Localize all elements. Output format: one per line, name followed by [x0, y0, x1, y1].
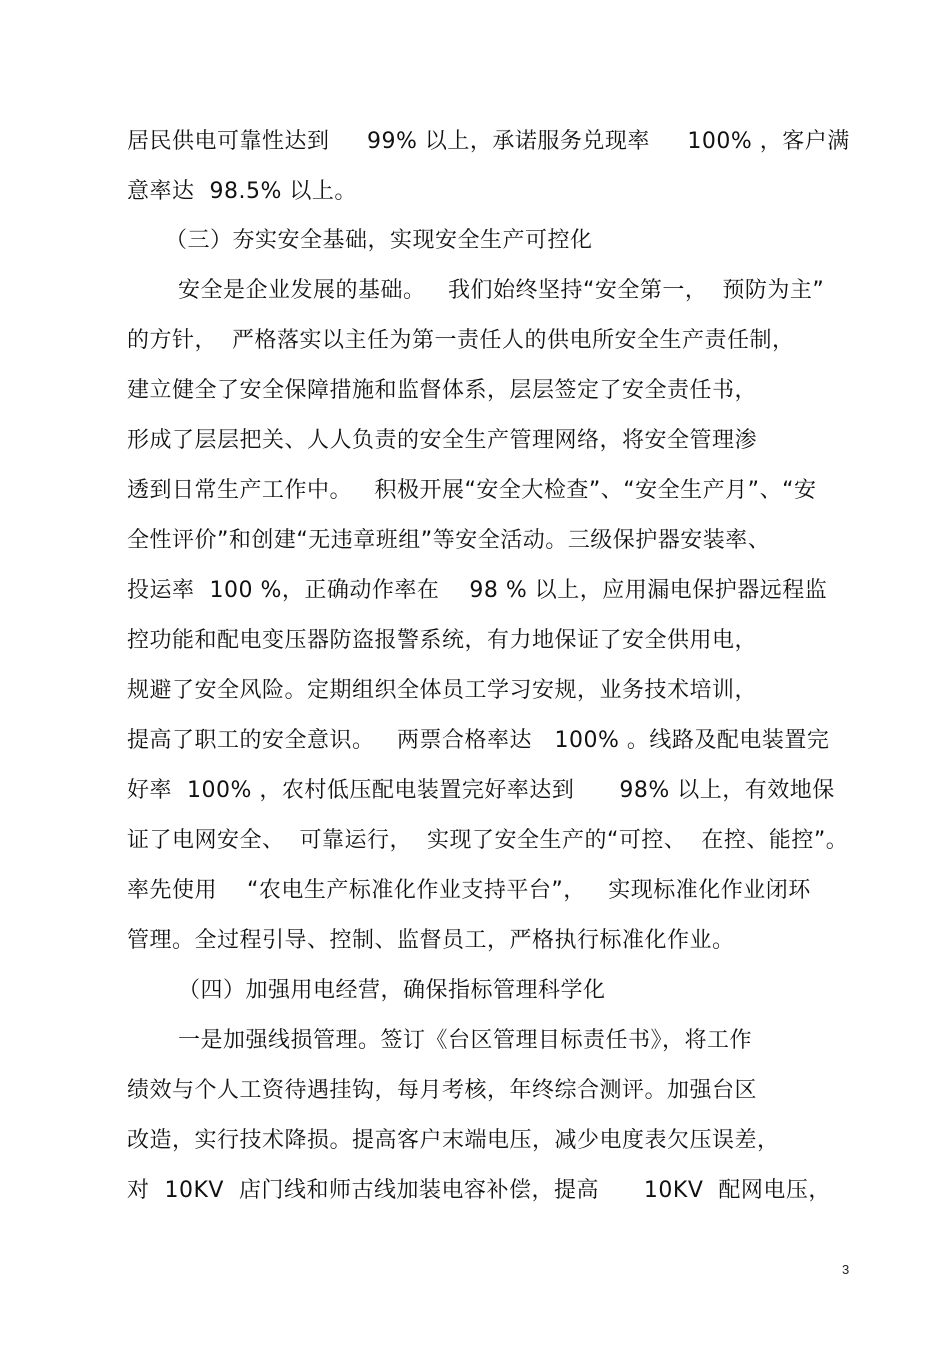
text-line: 一是加强线损管理。签订《台区管理目标责任书》，将工作: [178, 1028, 753, 1053]
text-line: 全性评价”和创建“无违章班组”等安全活动。三级保护器安装率、: [127, 528, 771, 553]
text-line: 提高了职工的安全意识。 两票合格率达 100% 。线路及配电装置完: [127, 728, 830, 753]
text-line: 形成了层层把关、人人负责的安全生产管理网络，将安全管理渗: [127, 428, 758, 453]
section-heading: （四）加强用电经营，确保指标管理科学化: [178, 978, 606, 1003]
text-line: 好率 100% ，农村低压配电装置完好率达到 98% 以上，有效地保: [127, 778, 835, 803]
text-line: 建立健全了安全保障措施和监督体系，层层签定了安全责任书，: [127, 378, 758, 403]
text-line: 改造，实行技术降损。提高客户末端电压，减少电度表欠压误差，: [127, 1128, 780, 1153]
text-line: 居民供电可靠性达到 99% 以上，承诺服务兑现率 100% ，客户满: [127, 129, 850, 154]
text-line: 对 10KV 店门线和师古线加装电容补偿，提高 10KV 配网电压，: [127, 1178, 831, 1203]
text-line: 规避了安全风险。定期组织全体员工学习安规，业务技术培训，: [127, 678, 758, 703]
text-line: 的方针， 严格落实以主任为第一责任人的供电所安全生产责任制，: [127, 328, 795, 353]
text-line: 意率达 98.5% 以上。: [127, 179, 357, 204]
text-line: 管理。全过程引导、控制、监督员工，严格执行标准化作业。: [127, 928, 735, 953]
page-number: 3: [842, 1262, 850, 1277]
text-line: 绩效与个人工资待遇挂钩，每月考核，年终综合测评。加强台区: [127, 1078, 758, 1103]
text-line: 证了电网安全、 可靠运行， 实现了安全生产的“可控、 在控、能控”。: [127, 828, 849, 853]
text-line: 投运率 100 %，正确动作率在 98 % 以上，应用漏电保护器远程监: [127, 578, 828, 603]
text-line: 率先使用 “农电生产标准化作业支持平台”， 实现标准化作业闭环: [127, 878, 811, 903]
text-line: 透到日常生产工作中。 积极开展“安全大检查”、“安全生产月”、“安: [127, 478, 817, 503]
text-line: 控功能和配电变压器防盗报警系统，有力地保证了安全供用电，: [127, 628, 758, 653]
text-line: 安全是企业发展的基础。 我们始终坚持“安全第一， 预防为主”: [178, 278, 825, 303]
section-heading: （三）夯实安全基础，实现安全生产可控化: [165, 228, 593, 253]
